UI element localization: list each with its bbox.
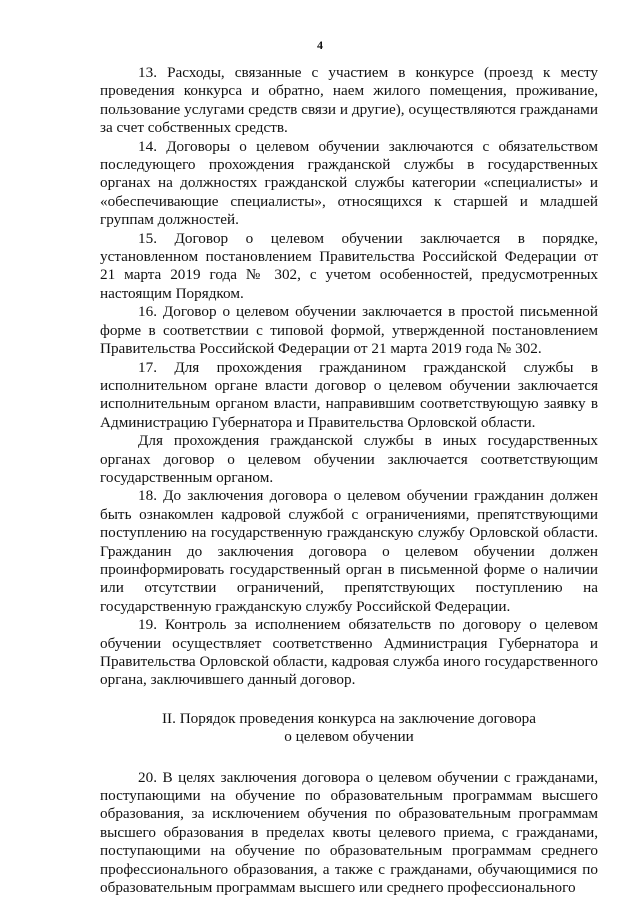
paragraph-16: 16. Договор о целевом обучении заключается в простой письменной форме в соответствии с типовой формой, утвержденной постановлением Правительства Российской Федерации от 21 марта 2019 года № 302. [100,303,598,358]
paragraph-14: 14. Договоры о целевом обучении заключаются с обязательством последующего прохождения гражданской службы в государственных органах на должностях гражданской службы категории «специалисты» и «обеспечивающие специалисты», относящихся к старшей и младшей группам должностей. [100,137,598,229]
paragraph-17: 17. Для прохождения гражданином гражданской службы в исполнительном органе власти договор о целевом обучении заключается исполнительным органом власти, направившим соответствующую заявку в Администрацию Губернатора и Правительства Орловской области. [100,358,598,431]
paragraph-18: 18. До заключения договора о целевом обучении гражданин должен быть ознакомлен кадровой службой с ограничениями, препятствующими поступлению на государственную гражданскую службу Орловской области. Гражданин до заключения договора о целевом обучении должен проинформировать государственный орган в письменной форме о наличии или отсутствии ограничений, препятствующих поступлению на государственную гражданскую службу Российской Федерации. [100,487,598,615]
section-heading-line-2: о целевом обучении [284,728,414,746]
paragraph-20: 20. В целях заключения договора о целевом обучении с гражданами, поступающими на обучение по образовательным программам высшего образования, за исключением обучения по образовательным программам высшего образования в пределах квоты целевого приема, с гражданами, поступающими на обучение по образовательным программам среднего профессионального образования, а также с гражданами, обучающимися по образовательным программам высшего или среднего профессионального [100,768,598,897]
paragraph-17-continued: Для прохождения гражданской службы в иных государственных органах договор о целевом обучении заключается соответствующим государственным органом. [100,432,598,486]
paragraph-13: 13. Расходы, связанные с участием в конкурсе (проезд к месту проведения конкурса и обратно, наем жилого помещения, проживание, пользование услугами средств связи и другие), осуществляются гражданами за счет собственных средств. [100,64,598,137]
paragraph-19: 19. Контроль за исполнением обязательств по договору о целевом обучении осуществляет соответственно Администрация Губернатора и Правительства Орловской области, кадровая служба иного государственного органа, заключившего данный договор. [100,616,598,689]
paragraph-15: 15. Договор о целевом обучении заключается в порядке, установленном постановлением Правительства Российской Федерации от 21 марта 2019 года № 302, с учетом особенностей, предусмотренных настоящим Порядком. [100,229,598,302]
page-number: 4 [317,38,323,52]
section-heading-line-1: II. Порядок проведения конкурса на заключение договора [162,709,536,727]
section-heading [100,710,598,747]
document-body [100,64,598,897]
